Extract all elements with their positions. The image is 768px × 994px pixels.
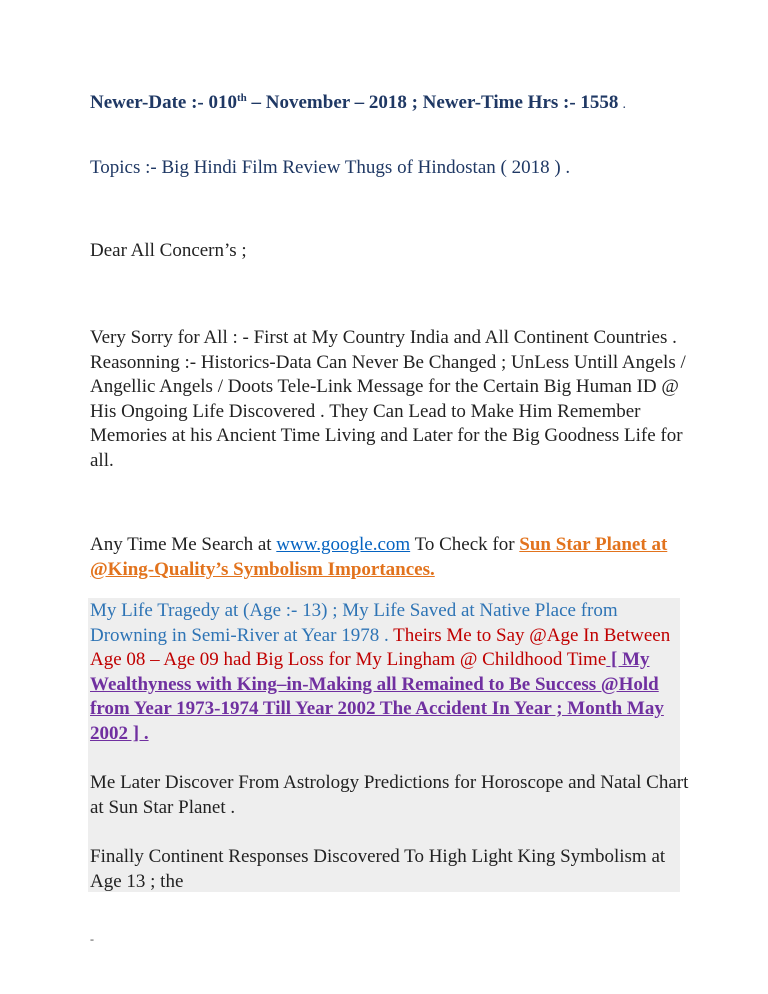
greeting: Dear All Concern’s ;	[90, 240, 247, 261]
blue-text: My Life Tragedy at (Age :- 13) ; My Life Saved at Native Place from Drowning in Semi-River at Year 1978 .	[90, 600, 618, 646]
shaded-paragraph-life-tragedy	[90, 599, 690, 746]
topics-line: Topics :- Big Hindi Film Review Thugs of Hindostan ( 2018 ) .	[90, 157, 571, 178]
header-superscript: th	[237, 92, 247, 104]
header-date-part: Newer-Date :- 010	[90, 92, 237, 113]
search-paragraph	[90, 533, 690, 582]
document-header	[90, 91, 690, 118]
red-text: Theirs Me to Say @Age In Between Age 08 – Age 09 had Big Loss for My Lingham @ Childhood Time	[90, 624, 671, 670]
search-prefix: Any Time Me Search at	[90, 534, 277, 555]
sun-star-highlight: Sun Star Planet at @King-Quality’s Symbolism Importances.	[90, 534, 668, 580]
purple-underlined-text: [ My Wealthyness with King–in-Making all Remained to Be Success @Hold from Year 1973-1974 Till Year 2002 The Accident In Year ; Month May 2002 ] .	[90, 649, 664, 744]
shaded-paragraph-continent: Finally Continent Responses Discovered To High Light King Symbolism at Age 13 ; the	[90, 846, 666, 892]
shaded-paragraph-astrology: Me Later Discover From Astrology Predictions for Horoscope and Natal Chart at Sun Star Planet .	[90, 772, 689, 818]
footer-mark: -	[90, 932, 94, 946]
header-time-part: – November – 2018 ; Newer-Time Hrs :- 1558	[246, 92, 619, 113]
header-dot: .	[622, 97, 626, 112]
search-middle: To Check for	[410, 534, 520, 555]
google-link[interactable]: www.google.com	[276, 534, 411, 555]
body-paragraph: Very Sorry for All : - First at My Country India and All Continent Countries . Reasonning :- Historics-Data Can Never Be Changed ; UnLess Untill Angels / Angellic Angels / Doots Tele-Link Message for the Certain Big Human ID @ His Ongoing Life Discovered . They Can Lead to Make Him Remember Memories at his Ancient Time Living and Later for the Big Goodness Life for all.	[90, 327, 686, 471]
